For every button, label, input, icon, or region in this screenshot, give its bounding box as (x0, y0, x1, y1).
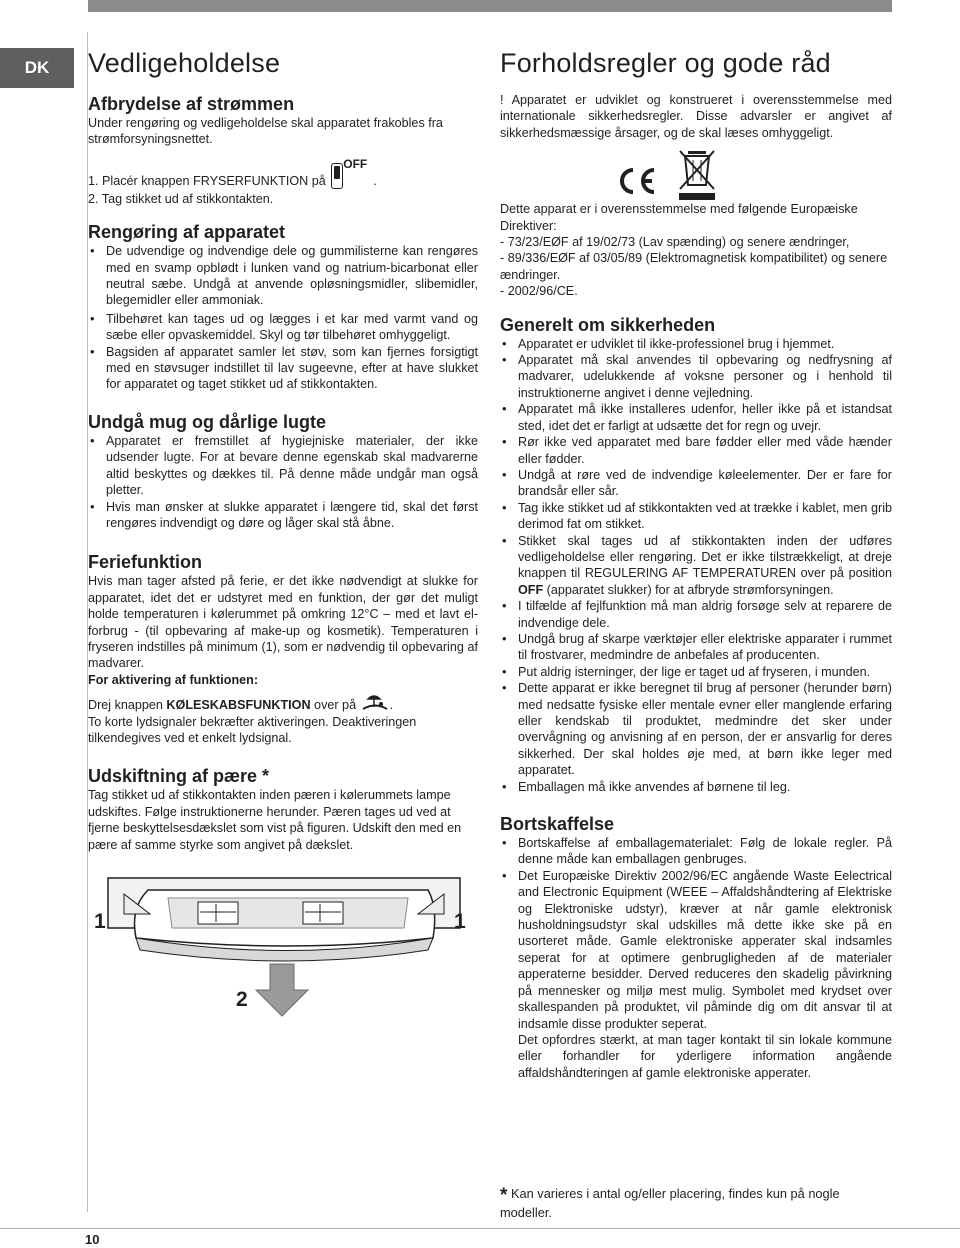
holiday-heading: Feriefunktion (88, 552, 203, 573)
figure-label-right: 1 (454, 910, 466, 933)
precautions-title: Forholdsregler og gode råd (500, 48, 831, 78)
left-column (88, 40, 478, 853)
weee-bin-icon (676, 147, 718, 201)
cleaning-list (88, 243, 478, 393)
list-item: • Undgå brug af skarpe værktøjer eller elektriske apparater i rummet til frostvarer, medmindre de anbefales af producenten. (500, 631, 892, 664)
safety-list (500, 336, 892, 795)
power-heading: Afbrydelse af strømmen (88, 94, 295, 114)
signal-text: To korte lydsignaler bekræfter aktiveringen. Deaktiveringen tilkendegives ved et enkelt lydsignal. (88, 714, 417, 745)
holiday-function-icon (360, 693, 390, 713)
figure-label-left: 1 (94, 910, 106, 933)
lamp-cover-illustration (88, 868, 480, 1028)
disposal-closing: Det opfordres stærkt, at man tager kontakt til sin lokale kommune eller forhandler for yderligere information angående affaldshåndteringen af gamle elektroniske apperater. (518, 1032, 892, 1080)
power-step-1: 1. Placér knappen FRYSERFUNKTION på OFF . (88, 169, 478, 191)
language-tab: DK (0, 48, 74, 88)
knob-off-icon: OFF (329, 169, 373, 191)
list-item: • Tag ikke stikket ud af stikkontakten ved at trække i kablet, men grib derimod fat om stikket. (500, 500, 892, 533)
mould-section (88, 411, 478, 531)
bulb-heading: Udskiftning af pære * (88, 766, 270, 787)
safety-section (500, 314, 892, 795)
list-item: • Bortskaffelse af emballagematerialet: Følg de lokale regler. På denne måde kan emballagen genbruges. (500, 835, 892, 868)
list-item: • Dette apparat er ikke beregnet til brug af personer (herunder børn) med nedsatte fysiske eller mentale evner eller manglende erfaring eller kendskab til produktet, medmindre det sker under overvågning og anvisning af en person, der er ansvarlig for deres sikkerhed. Der skal holdes øje med, at børn ikke leger med apparatet. (500, 680, 892, 778)
list-item: • Undgå at røre ved de indvendige køleelementer. Der er fare for brandsår eller sår. (500, 467, 892, 500)
footer-rule (0, 1228, 960, 1229)
cleaning-section (88, 221, 478, 393)
holiday-section (88, 551, 478, 746)
bulb-text: Tag stikket ud af stikkontakten inden pæren i kølerummets lampe udskiftes. Følge instruktionerne herunder. Pæren tages ud ved at fjerne beskyttelsesdækslet som vist på figuren. Udskift den med en pære af samme styrke som angivet på dækslet. (88, 788, 462, 852)
mould-list (88, 433, 478, 531)
intro-text: ! Apparatet er udviklet og konstrueret i overensstemmelse med internationale sikkerhedsregler. Disse advarsler er angivet af sikkerhedsmæssige årsager, og de skal læses omhyggeligt. (500, 93, 892, 140)
disposal-section (500, 813, 892, 1081)
list-item: • Tilbehøret kan tages ud og lægges i et kar med varmt vand og sæbe eller opvaskemiddel. Skyl og tør tilbehøret omhyggeligt. (88, 311, 478, 344)
holiday-text: Hvis man tager afsted på ferie, er det ikke nødvendigt at slukke for apparatet, idet det er udstyret med en funktion, der gør det muligt holde temperaturen i kølerummet på omkring 12°C – med et lavt el-forbrug - (til opbevaring af make-up og kosmetik). Temperaturen i fryseren indstilles på minimum (1), som er nødvendig til opbevaring af madvarer. (88, 574, 478, 671)
footnote (500, 1186, 892, 1221)
lamp-cover-figure (88, 868, 480, 1028)
list-item: • Bagsiden af apparatet samler let støv, som kan fjernes forsigtigt med en støvsuger indstillet til lav sugeevne, efter at have slukket for apparatet og taget stikket ud af stikkontakten. (88, 344, 478, 393)
top-gray-bar (88, 0, 892, 12)
list-item: • Put aldrig isterninger, der lige er taget ud af fryseren, i munden. (500, 664, 892, 680)
list-item: • De udvendige og indvendige dele og gummilisterne kan rengøres med en svamp opblødt i lunken vand og natrium-bicarbonat eller neutral sæbe. Undgå at anvende opløsningsmidler, slibemidler, blegemidler eller ammoniak. (88, 243, 478, 309)
list-item: • Stikket skal tages ud af stikkontakten inden der udføres vedligeholdelse eller rengøring. Det er ikke tilstrækkeligt, at dreje knappen til REGULERING AF TEMPERATUREN over på position OFF (apparatet slukker) for at afbryde strømforsyningen. (500, 533, 892, 599)
cleaning-heading: Rengøring af apparatet (88, 222, 286, 243)
directives-text: Dette apparat er i overensstemmelse med følgende Europæiske Direktiver: (500, 202, 858, 233)
page-number: 10 (85, 1232, 100, 1247)
list-item: • Det Europæiske Direktiv 2002/96/EC angående Waste Eelectrical and Electronic Equipment (WEEE – Affaldshåndtering af Elektriske og Elektroniske udstyr), kræver at når gamle elektronisk husholdningsudstyr skal udskilles må dette ikke ske på en usorteret måde. Gamle elektroniske apperater skal indsamles seperat for at optimere genbrugligheden af de materialer apperaterne besidder. Derved reduceres den skadelig påvirkning på mennesker og miljø mest mulig. Symbolet med krydset over skallespanden på produktet, vil påminde dig om dit ansvar til at indsamle disse produkter seperat. (500, 868, 892, 1032)
directives (500, 201, 892, 299)
list-item: • Apparatet må ikke installeres udenfor, heller ikke på et istandsat sted, idet det er farligt at udsætte det for regn og uvejr. (500, 401, 892, 434)
directive-item: - 89/336/EØF af 03/05/89 (Elektromagnetisk kompatibilitet) og senere ændringer. (500, 251, 888, 282)
power-text: Under rengøring og vedligeholdelse skal apparatet frakobles fra strømforsyningsnettet. (88, 116, 443, 147)
safety-heading: Generelt om sikkerheden (500, 314, 716, 335)
power-section (88, 93, 478, 207)
list-item: • Apparatet er udviklet til ikke-professionel brug i hjemmet. (500, 336, 892, 352)
list-item: • I tilfælde af fejlfunktion må man aldrig forsøge selv at reparere de indvendige dele. (500, 598, 892, 631)
directive-item: - 2002/96/CE. (500, 284, 578, 299)
list-item: • Apparatet er fremstillet af hygiejniske materialer, der ikke udsender lugte. For at bevare denne egenskab skal madvarerne altid beskyttes og dækkes til. På denne måde undgår man også pletter. (88, 433, 478, 499)
turn-knob-line: Drej knappen KØLESKABSFUNKTION over på . (88, 693, 478, 713)
directive-item: - 73/23/EØF af 19/02/73 (Lav spænding) og senere ændringer, (500, 235, 850, 250)
disposal-list (500, 835, 892, 1032)
list-item: • Apparatet må skal anvendes til opbevaring og nedfrysning af madvarer, udelukkende af voksne personer og i henhold til instruktionerne angivet i denne vejledning. (500, 352, 892, 401)
right-column (500, 40, 892, 1081)
footnote-text: Kan varieres i antal og/eller placering, findes kun på nogle modeller. (500, 1186, 840, 1220)
list-item: • Hvis man ønsker at slukke apparatet i længere tid, skal det først rengøres indvendigt og døre og låger skal stå åbne. (88, 499, 478, 532)
disposal-heading: Bortskaffelse (500, 814, 615, 835)
power-step-2: 2. Tag stikket ud af stikkontakten. (88, 191, 274, 206)
page-title: Vedligeholdelse (88, 48, 281, 78)
footnote-star: * (500, 1185, 508, 1206)
list-item: • Emballagen må ikke anvendes af børnene til leg. (500, 779, 892, 795)
activation-heading: For aktivering af funktionen: (88, 672, 259, 687)
mould-heading: Undgå mug og dårlige lugte (88, 411, 326, 432)
list-item: • Rør ikke ved apparatet med bare fødder eller med våde hænder eller fødder. (500, 434, 892, 467)
bulb-section (88, 765, 478, 853)
power-steps (88, 156, 478, 207)
ce-mark-icon (614, 167, 658, 195)
figure-label-bottom: 2 (236, 988, 248, 1011)
marks-row (500, 147, 892, 201)
